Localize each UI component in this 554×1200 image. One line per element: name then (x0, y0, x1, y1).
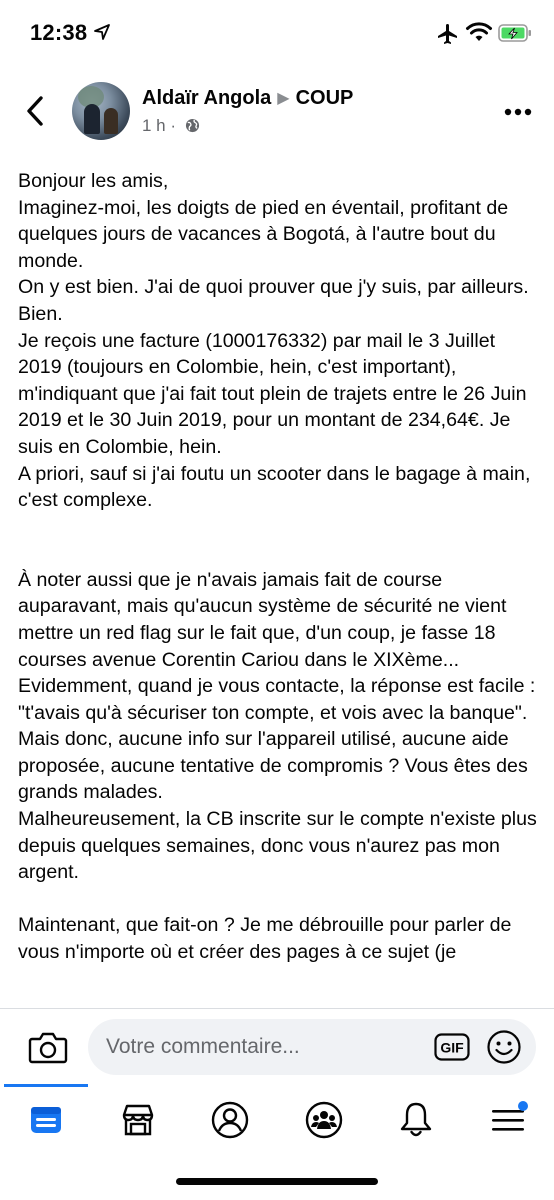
notifications-icon (397, 1100, 435, 1140)
news-feed-icon (28, 1102, 64, 1138)
post-body (18, 168, 540, 1008)
notification-dot (518, 1101, 528, 1111)
status-bar (0, 0, 554, 66)
post-paragraph: À noter aussi que je n'avais jamais fait de course auparavant, mais qu'aucun système de sécurité ne vient mettre un red flag sur le fait que, d'un coup, je fasse 18 courses avenue Corentin Cariou dans le XIXème... Evidemment, quand je vous contacte, la réponse est facile : "t'avais qu'à sécuriser ton compte, et vois avec la banque". Mais donc, aucune info sur l'appareil utilisé, aucune aide proposée, aucune tentative de compromis ? Vous êtes des grands malades. Malheureusement, la CB inscrite sur le compte n'existe plus depuis quelques semaines, donc vous n'aurez pas mon argent. (18, 568, 537, 884)
globe-icon (185, 118, 200, 133)
location-arrow-icon (94, 24, 110, 40)
camera-icon[interactable] (28, 1029, 68, 1065)
post-paragraph: Maintenant, que fait-on ? Je me débrouille pour parler de vous n'importe où et créer des pages à ce sujet (je (18, 914, 517, 964)
avatar[interactable] (72, 82, 130, 140)
tab-news-feed[interactable] (24, 1098, 68, 1142)
marketplace-icon (119, 1101, 157, 1139)
battery-charging-icon (498, 22, 532, 44)
menu-icon (488, 1100, 528, 1140)
comment-composer (0, 1008, 554, 1085)
groups-icon (304, 1100, 344, 1140)
triangle-right-icon: ▶ (277, 90, 290, 107)
active-tab-indicator (4, 1084, 88, 1087)
home-indicator (176, 1178, 378, 1185)
author-line (142, 87, 353, 110)
status-time: 12:38 (30, 20, 88, 45)
smiley-icon[interactable] (486, 1029, 522, 1065)
meta-dot: · (170, 116, 177, 135)
tab-profile[interactable] (208, 1098, 252, 1142)
gif-label: GIF (440, 1039, 464, 1056)
more-horizontal-icon[interactable] (504, 108, 532, 116)
comment-box (88, 1019, 536, 1075)
post-meta (142, 116, 200, 136)
tab-menu[interactable] (486, 1098, 530, 1142)
comment-input[interactable] (106, 1019, 406, 1075)
post-paragraph: Bonjour les amis, Imaginez-moi, les doigts de pied en éventail, profitant de quelques jours de vacances à Bogotá, à l'autre bout du monde. On y est bien. J'ai de quoi prouver que j'y suis, par ailleurs. Bien. Je reçois une facture (1000176332) par mail le 3 Juillet 2019 (toujours en Colombie, hein, c'est important), m'indiquant que j'ai fait tout plein de trajets entre le 26 Juin 2019 et le 30 Juin 2019, pour un montant de 234,64€. Je suis en Colombie, hein. A priori, sauf si j'ai foutu un scooter dans le bagage à main, c'est complexe. (18, 170, 531, 512)
airplane-icon (436, 22, 460, 46)
chevron-left-icon[interactable] (22, 94, 48, 128)
profile-icon (210, 1100, 250, 1140)
gif-icon[interactable] (434, 1033, 470, 1061)
post-time[interactable]: 1 h (142, 116, 166, 135)
tab-marketplace[interactable] (116, 1098, 160, 1142)
author-name[interactable]: Aldaïr Angola (142, 87, 272, 109)
post-header (0, 70, 554, 150)
tab-notifications[interactable] (394, 1098, 438, 1142)
tab-groups[interactable] (302, 1098, 346, 1142)
group-name[interactable]: COUP (295, 87, 354, 109)
wifi-icon (466, 22, 492, 44)
